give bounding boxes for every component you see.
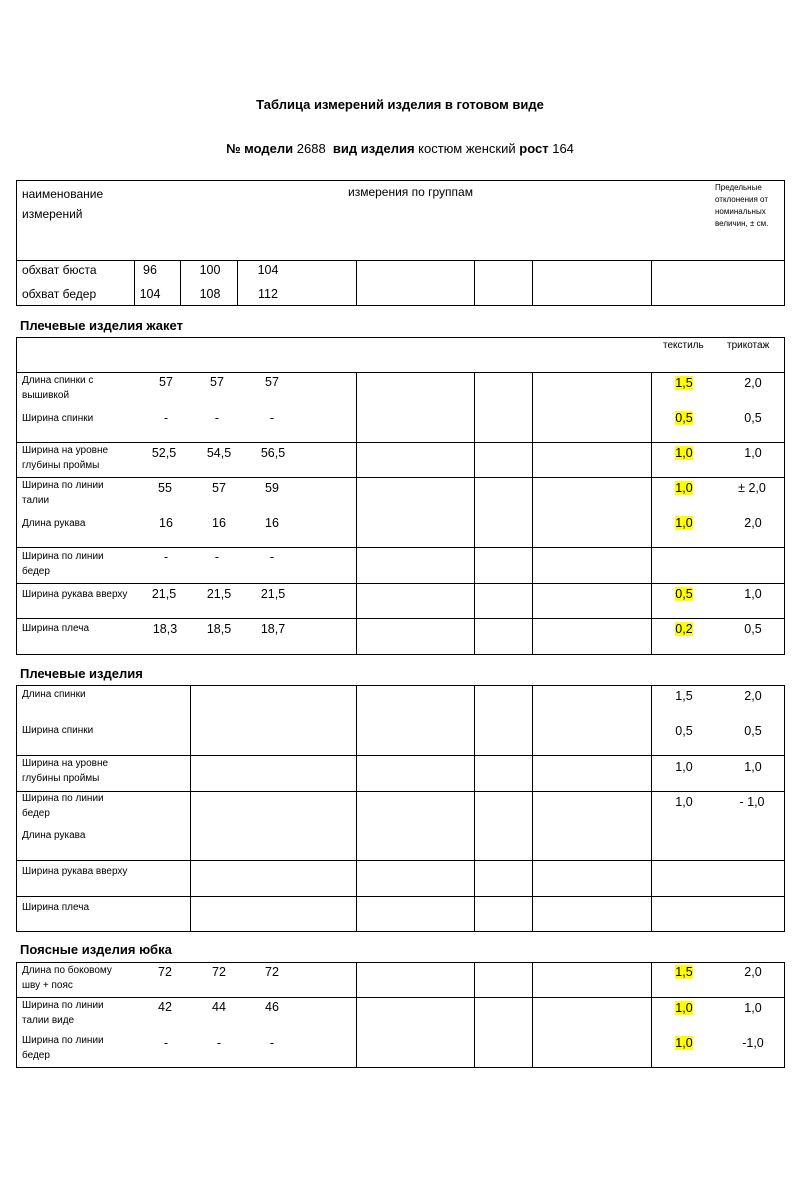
jacket-value: 57 bbox=[212, 481, 226, 495]
skirt-tolerance-textile: 1,0 bbox=[675, 1036, 693, 1050]
divider bbox=[16, 755, 785, 756]
type-value: костюм женский bbox=[418, 141, 516, 156]
jacket-value: 54,5 bbox=[206, 446, 232, 460]
shoulder-tolerance-knit: 0,5 bbox=[744, 724, 762, 738]
divider bbox=[474, 260, 475, 306]
divider bbox=[16, 618, 785, 619]
jacket-row-label: Ширина по линии бедер bbox=[22, 551, 104, 577]
jacket-value: 57 bbox=[210, 375, 224, 389]
shoulder-row-label: Ширина рукава вверху bbox=[22, 866, 128, 877]
col-textile: текстиль bbox=[663, 340, 704, 351]
jacket-tolerance-knit: 2,0 bbox=[744, 376, 762, 390]
jacket-value: 18,3 bbox=[152, 622, 178, 636]
skirt-row-label: Длина по боковому шву + пояс bbox=[22, 965, 112, 991]
divider bbox=[237, 260, 238, 306]
shoulder-tolerance-knit: - 1,0 bbox=[739, 795, 765, 809]
divider bbox=[16, 583, 785, 584]
jacket-tolerance-textile: 1,0 bbox=[675, 446, 693, 460]
divider bbox=[474, 962, 475, 1068]
col-knit: трикотаж bbox=[727, 340, 770, 351]
height-label: рост bbox=[519, 141, 549, 156]
jacket-tolerance-textile: 0,2 bbox=[675, 622, 693, 636]
section-title-jacket: Плечевые изделия жакет bbox=[20, 318, 183, 333]
shoulder-row-label: Ширина по линии бедер bbox=[22, 793, 104, 819]
divider bbox=[16, 260, 785, 261]
shoulder-row-label: Ширина на уровне глубины проймы bbox=[22, 758, 109, 784]
jacket-tolerance-textile: 0,5 bbox=[675, 587, 693, 601]
jacket-tolerance-textile: 1,0 bbox=[675, 516, 693, 530]
divider bbox=[532, 962, 533, 1068]
skirt-value: 42 bbox=[158, 1000, 172, 1014]
shoulder-row-label: Длина рукава bbox=[22, 830, 86, 841]
model-line bbox=[0, 141, 800, 156]
jacket-value: 56,5 bbox=[260, 446, 286, 460]
shoulder-tolerance-textile: 1,5 bbox=[675, 689, 693, 703]
jacket-row-label: Длина спинки с вышивкой bbox=[22, 375, 94, 401]
divider bbox=[651, 260, 652, 306]
jacket-value: - bbox=[269, 550, 275, 564]
skirt-value: - bbox=[163, 1036, 169, 1050]
header-groups-col: измерения по группам bbox=[348, 185, 473, 199]
divider bbox=[356, 260, 357, 306]
jacket-value: 52,5 bbox=[151, 446, 177, 460]
shoulder-row-label: Ширина плеча bbox=[22, 902, 90, 913]
divider bbox=[356, 372, 357, 655]
divider bbox=[356, 685, 357, 932]
shoulder-tolerance-textile: 1,0 bbox=[675, 795, 693, 809]
divider bbox=[16, 442, 785, 443]
shoulder-row-label: Длина спинки bbox=[22, 689, 86, 700]
divider bbox=[474, 372, 475, 655]
jacket-value: 57 bbox=[159, 375, 173, 389]
jacket-row-label: Ширина плеча bbox=[22, 623, 90, 634]
jacket-tolerance-knit: 1,0 bbox=[744, 587, 762, 601]
skirt-value: 46 bbox=[265, 1000, 279, 1014]
jacket-tolerance-textile: 1,0 bbox=[675, 481, 693, 495]
divider bbox=[16, 896, 785, 897]
jacket-value: 16 bbox=[265, 516, 279, 530]
divider bbox=[356, 962, 357, 1068]
divider bbox=[16, 860, 785, 861]
section-title-shoulder: Плечевые изделия bbox=[20, 666, 143, 681]
divider bbox=[180, 260, 181, 306]
height-value: 164 bbox=[552, 141, 574, 156]
divider bbox=[651, 962, 652, 1068]
divider bbox=[16, 791, 785, 792]
jacket-tolerance-knit: 2,0 bbox=[744, 516, 762, 530]
base-row-value: 104 bbox=[257, 263, 279, 277]
jacket-tolerance-knit: 0,5 bbox=[744, 622, 762, 636]
model-number: 2688 bbox=[296, 141, 326, 156]
jacket-tolerance-knit: 0,5 bbox=[744, 411, 762, 425]
jacket-row-label: Длина рукава bbox=[22, 518, 86, 529]
shoulder-tolerance-textile: 0,5 bbox=[675, 724, 693, 738]
skirt-value: 72 bbox=[212, 965, 226, 979]
header-name-col: наименование измерений bbox=[22, 187, 104, 221]
jacket-value: 21,5 bbox=[151, 587, 177, 601]
divider bbox=[532, 372, 533, 655]
jacket-value: 18,7 bbox=[260, 622, 286, 636]
skirt-row-label: Ширина по линии талии виде bbox=[22, 1000, 104, 1026]
divider bbox=[16, 997, 785, 998]
divider bbox=[532, 685, 533, 932]
jacket-value: 16 bbox=[159, 516, 173, 530]
jacket-tolerance-knit: ± 2,0 bbox=[738, 481, 766, 495]
jacket-value: - bbox=[163, 550, 169, 564]
jacket-value: 18,5 bbox=[206, 622, 232, 636]
skirt-tolerance-textile: 1,0 bbox=[675, 1001, 693, 1015]
section-title-skirt: Поясные изделия юбка bbox=[20, 942, 172, 957]
skirt-tolerance-textile: 1,5 bbox=[675, 965, 693, 979]
header-tolerance-col: Предельные отклонения от номинальных величин, ± см. bbox=[715, 183, 769, 228]
jacket-row-label: Ширина по линии талии bbox=[22, 480, 104, 506]
skirt-tolerance-knit: 1,0 bbox=[744, 1001, 762, 1015]
jacket-value: - bbox=[163, 411, 169, 425]
skirt-tolerance-knit: -1,0 bbox=[742, 1036, 764, 1050]
divider bbox=[651, 372, 652, 655]
jacket-tolerance-knit: 1,0 bbox=[744, 446, 762, 460]
base-row-label: обхват бюста bbox=[22, 263, 97, 277]
jacket-row-label: Ширина рукава вверху bbox=[22, 589, 128, 600]
divider bbox=[651, 685, 652, 932]
jacket-value: 21,5 bbox=[260, 587, 286, 601]
divider bbox=[532, 260, 533, 306]
base-row-value: 96 bbox=[143, 263, 157, 277]
jacket-tolerance-textile: 0,5 bbox=[675, 411, 693, 425]
type-label: вид изделия bbox=[332, 141, 415, 156]
skirt-value: 72 bbox=[265, 965, 279, 979]
jacket-value: 59 bbox=[265, 481, 279, 495]
model-label: № модели bbox=[226, 141, 294, 156]
base-row-value: 100 bbox=[199, 263, 221, 277]
jacket-value: - bbox=[269, 411, 275, 425]
divider bbox=[16, 547, 785, 548]
jacket-row-label: Ширина спинки bbox=[22, 413, 94, 424]
divider bbox=[190, 685, 191, 932]
jacket-tolerance-textile: 1,5 bbox=[675, 376, 693, 390]
document-title: Таблица измерений изделия в готовом виде bbox=[256, 97, 544, 112]
shoulder-tolerance-knit: 2,0 bbox=[744, 689, 762, 703]
divider bbox=[16, 477, 785, 478]
skirt-value: - bbox=[269, 1036, 275, 1050]
divider bbox=[474, 685, 475, 932]
skirt-tolerance-knit: 2,0 bbox=[744, 965, 762, 979]
jacket-value: - bbox=[214, 411, 220, 425]
skirt-value: 44 bbox=[212, 1000, 226, 1014]
shoulder-row-label: Ширина спинки bbox=[22, 725, 94, 736]
jacket-row-label: Ширина на уровне глубины проймы bbox=[22, 445, 109, 471]
shoulder-tolerance-textile: 1,0 bbox=[675, 760, 693, 774]
jacket-value: 57 bbox=[265, 375, 279, 389]
jacket-value: 21,5 bbox=[206, 587, 232, 601]
base-row-value: 108 bbox=[199, 287, 221, 301]
jacket-value: 55 bbox=[158, 481, 172, 495]
base-row-label: обхват бедер bbox=[22, 287, 97, 301]
base-row-value: 104 bbox=[139, 287, 161, 301]
jacket-value: 16 bbox=[212, 516, 226, 530]
skirt-value: - bbox=[216, 1036, 222, 1050]
shoulder-tolerance-knit: 1,0 bbox=[744, 760, 762, 774]
divider bbox=[16, 372, 785, 373]
jacket-value: - bbox=[214, 550, 220, 564]
skirt-value: 72 bbox=[158, 965, 172, 979]
skirt-row-label: Ширина по линии бедер bbox=[22, 1035, 104, 1061]
base-row-value: 112 bbox=[258, 287, 278, 301]
